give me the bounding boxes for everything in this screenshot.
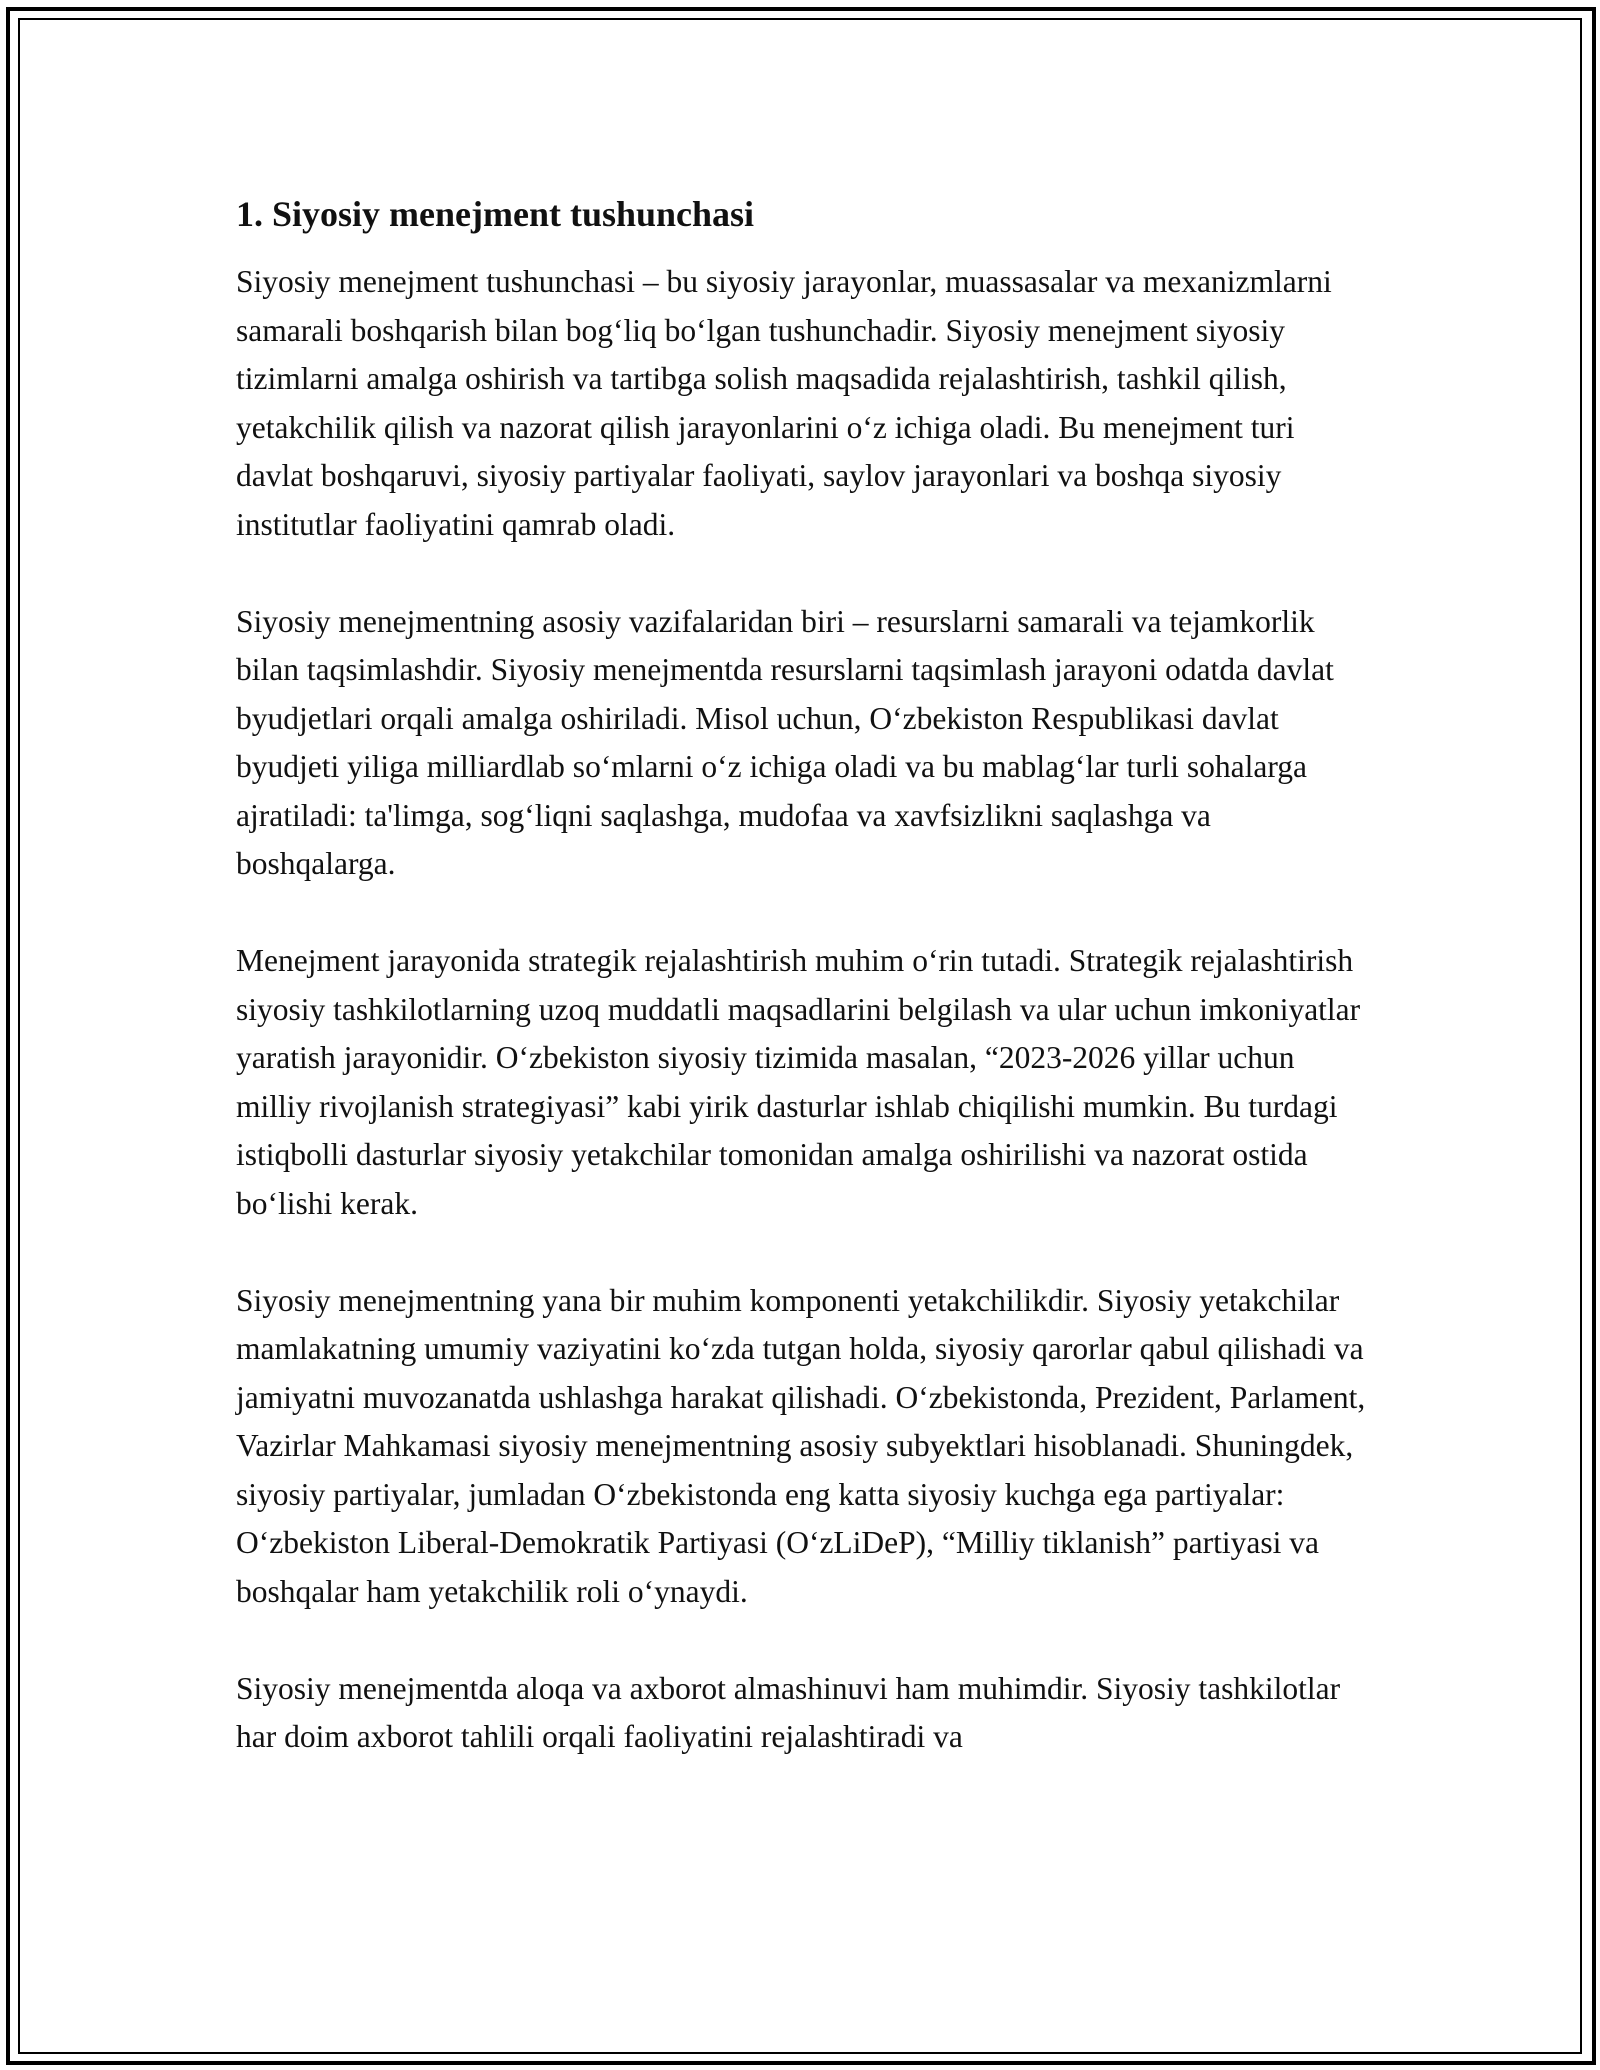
paragraph-4: Siyosiy menejmentning yana bir muhim komponenti yetakchilikdir. Siyosiy yetakchilar mamlakatning umumiy vaziyatini ko‘zda tutgan holda, siyosiy qarorlar qabul qilishadi va jamiyatni muvozanatda ushlashga harakat qilishadi. O‘zbekistonda, Prezident, Parlament, Vazirlar Mahkamasi siyosiy menejmentning asosiy subyektlari hisoblanadi. Shuningdek, siyosiy partiyalar, jumladan O‘zbekistonda eng katta siyosiy kuchga ega partiyalar: O‘zbekiston Liberal-Demokratik Partiyasi (O‘zLiDeP), “Milliy tiklanish” partiyasi va boshqalar ham yetakchilik roli o‘ynaydi. [236, 1282, 1366, 1609]
section-heading: 1. Siyosiy menejment tushunchasi [236, 194, 755, 234]
document-body [236, 190, 1376, 1810]
paragraph-3: Menejment jarayonida strategik rejalashtirish muhim o‘rin tutadi. Strategik rejalashtirish siyosiy tashkilotlarning uzoq muddatli maqsadlarini belgilash va ular uchun imkoniyatlar yaratish jarayonidir. O‘zbekiston siyosiy tizimida masalan, “2023-2026 yillar uchun milliy rivojlanish strategiyasi” kabi yirik dasturlar ishlab chiqilishi mumkin. Bu turdagi istiqbolli dasturlar siyosiy yetakchilar tomonidan amalga oshirilishi va nazorat ostida bo‘lishi kerak. [236, 943, 1361, 1221]
paragraph-5: Siyosiy menejmentda aloqa va axborot almashinuvi ham muhimdir. Siyosiy tashkilotlar har doim axborot tahlili orqali faoliyatini rejalashtiradi va [236, 1670, 1341, 1754]
paragraph-2: Siyosiy menejmentning asosiy vazifalaridan biri – resurslarni samarali va tejamkorlik bilan taqsimlashdir. Siyosiy menejmentda resurslarni taqsimlash jarayoni odatda davlat byudjetlari orqali amalga oshiriladi. Misol uchun, O‘zbekiston Respublikasi davlat byudjeti yiliga milliardlab so‘mlarni o‘z ichiga oladi va bu mablag‘lar turli sohalarga ajratiladi: ta'limga, sog‘liqni saqlashga, mudofaa va xavfsizlikni saqlashga va boshqalarga. [236, 603, 1334, 881]
paragraph-1: Siyosiy menejment tushunchasi – bu siyosiy jarayonlar, muassasalar va mexanizmlarni samarali boshqarish bilan bog‘liq bo‘lgan tushunchadir. Siyosiy menejment siyosiy tizimlarni amalga oshirish va tartibga solish maqsadida rejalashtirish, tashkil qilish, yetakchilik qilish va nazorat qilish jarayonlarini o‘z ichiga oladi. Bu menejment turi davlat boshqaruvi, siyosiy partiyalar faoliyati, saylov jarayonlari va boshqa siyosiy institutlar faoliyatini qamrab oladi. [236, 264, 1332, 542]
